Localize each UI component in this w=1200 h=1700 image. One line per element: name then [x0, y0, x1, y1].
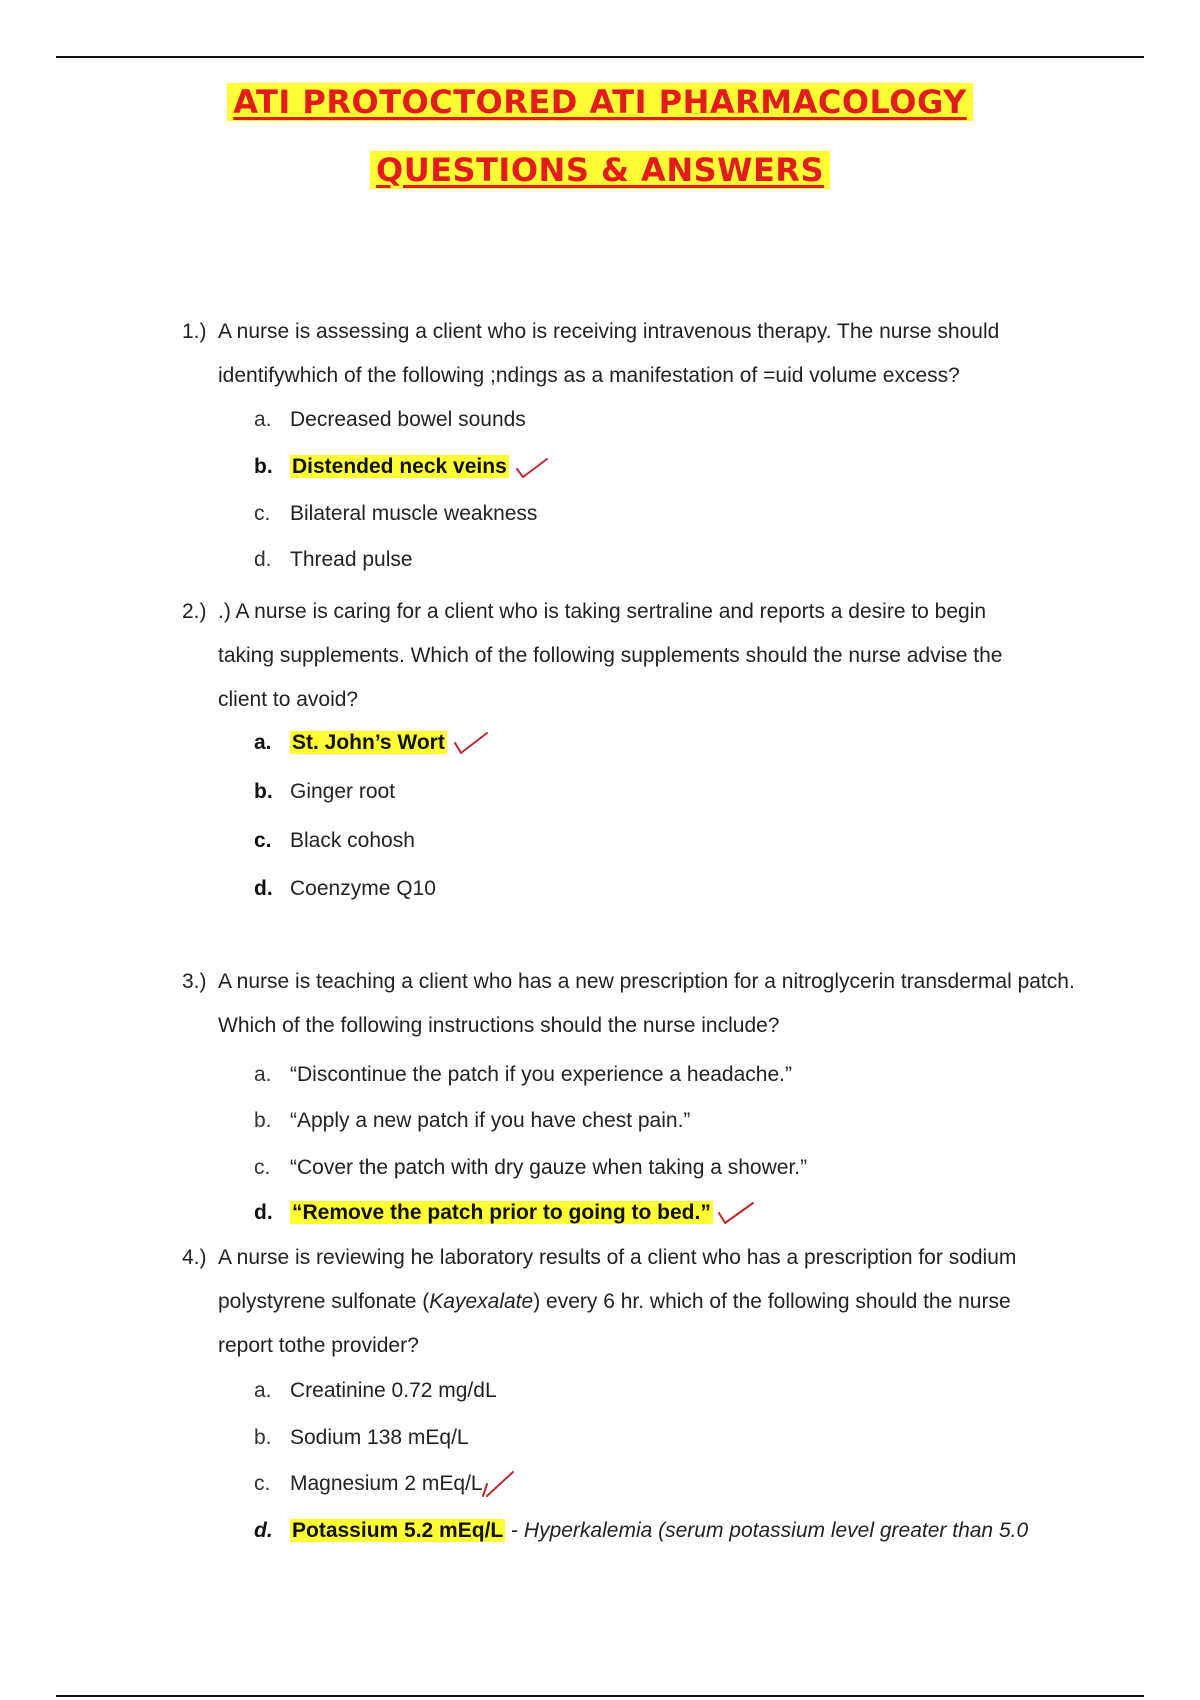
q3-option-b: b. “Apply a new patch if you have chest pain.”	[254, 1109, 691, 1132]
top-rule	[56, 56, 1144, 58]
document-title-line1: ATI PROTOCTORED ATI PHARMACOLOGY	[0, 82, 1200, 122]
bottom-rule	[56, 1695, 1144, 1697]
checkmark-icon	[513, 453, 553, 481]
q4-option-b: b. Sodium 138 mEq/L	[254, 1426, 469, 1449]
q2-option-d: d. Coenzyme Q10	[254, 877, 436, 900]
checkmark-icon	[451, 729, 491, 757]
q2-option-a-correct: a. St. John’s Wort	[254, 728, 491, 758]
q3-option-d-correct: d. “Remove the patch prior to going to bed.”	[254, 1198, 757, 1228]
checkmark-icon	[717, 1199, 757, 1227]
question-number: 1.)	[182, 320, 207, 343]
question-number: 4.)	[182, 1246, 207, 1269]
question-number: 3.)	[182, 970, 207, 993]
q1-option-d: d. Thread pulse	[254, 548, 413, 571]
question-3-stem: 3.) A nurse is teaching a client who has a new prescription for a nitroglycerin transdermal patch. Which of the following instructions should the nurse include?	[182, 960, 1142, 1048]
q4-option-a: a. Creatinine 0.72 mg/dL	[254, 1379, 497, 1402]
question-2-stem: 2.) .) A nurse is caring for a client who is taking sertraline and reports a desire to begin taking supplements. Which of the following supplements should the nurse advise the client to avoid?	[182, 590, 1142, 722]
question-number: 2.)	[182, 600, 207, 623]
document-title-line2: QUESTIONS & ANSWERS	[0, 150, 1200, 190]
q2-option-b: b. Ginger root	[254, 780, 396, 803]
q1-option-a: a. Decreased bowel sounds	[254, 408, 526, 431]
q2-option-c: c. Black cohosh	[254, 829, 415, 852]
checkmark-icon	[479, 1470, 519, 1498]
question-1-stem: 1.) A nurse is assessing a client who is receiving intravenous therapy. The nurse should identifywhich of the following ;ndings as a manifestation of =uid volume excess?	[182, 310, 1142, 398]
q4-option-c: c. Magnesium 2 mEq/L	[254, 1469, 519, 1499]
q1-option-b-correct: b. Distended neck veins	[254, 452, 553, 482]
q3-option-c: c. “Cover the patch with dry gauze when taking a shower.”	[254, 1156, 808, 1179]
q4-option-d-correct: d. Potassium 5.2 mEq/L - Hyperkalemia (serum potassium level greater than 5.0	[254, 1519, 1029, 1542]
answer-rationale: Hyperkalemia (serum potassium level greater than 5.0	[523, 1519, 1029, 1542]
q1-option-c: c. Bilateral muscle weakness	[254, 502, 538, 525]
question-4-stem: 4.) A nurse is reviewing he laboratory results of a client who has a prescription for sodium polystyrene sulfonate (Kayexalate) every 6 hr. which of the following should the nurse report tothe provider?	[182, 1236, 1142, 1368]
q3-option-a: a. “Discontinue the patch if you experience a headache.”	[254, 1063, 792, 1086]
